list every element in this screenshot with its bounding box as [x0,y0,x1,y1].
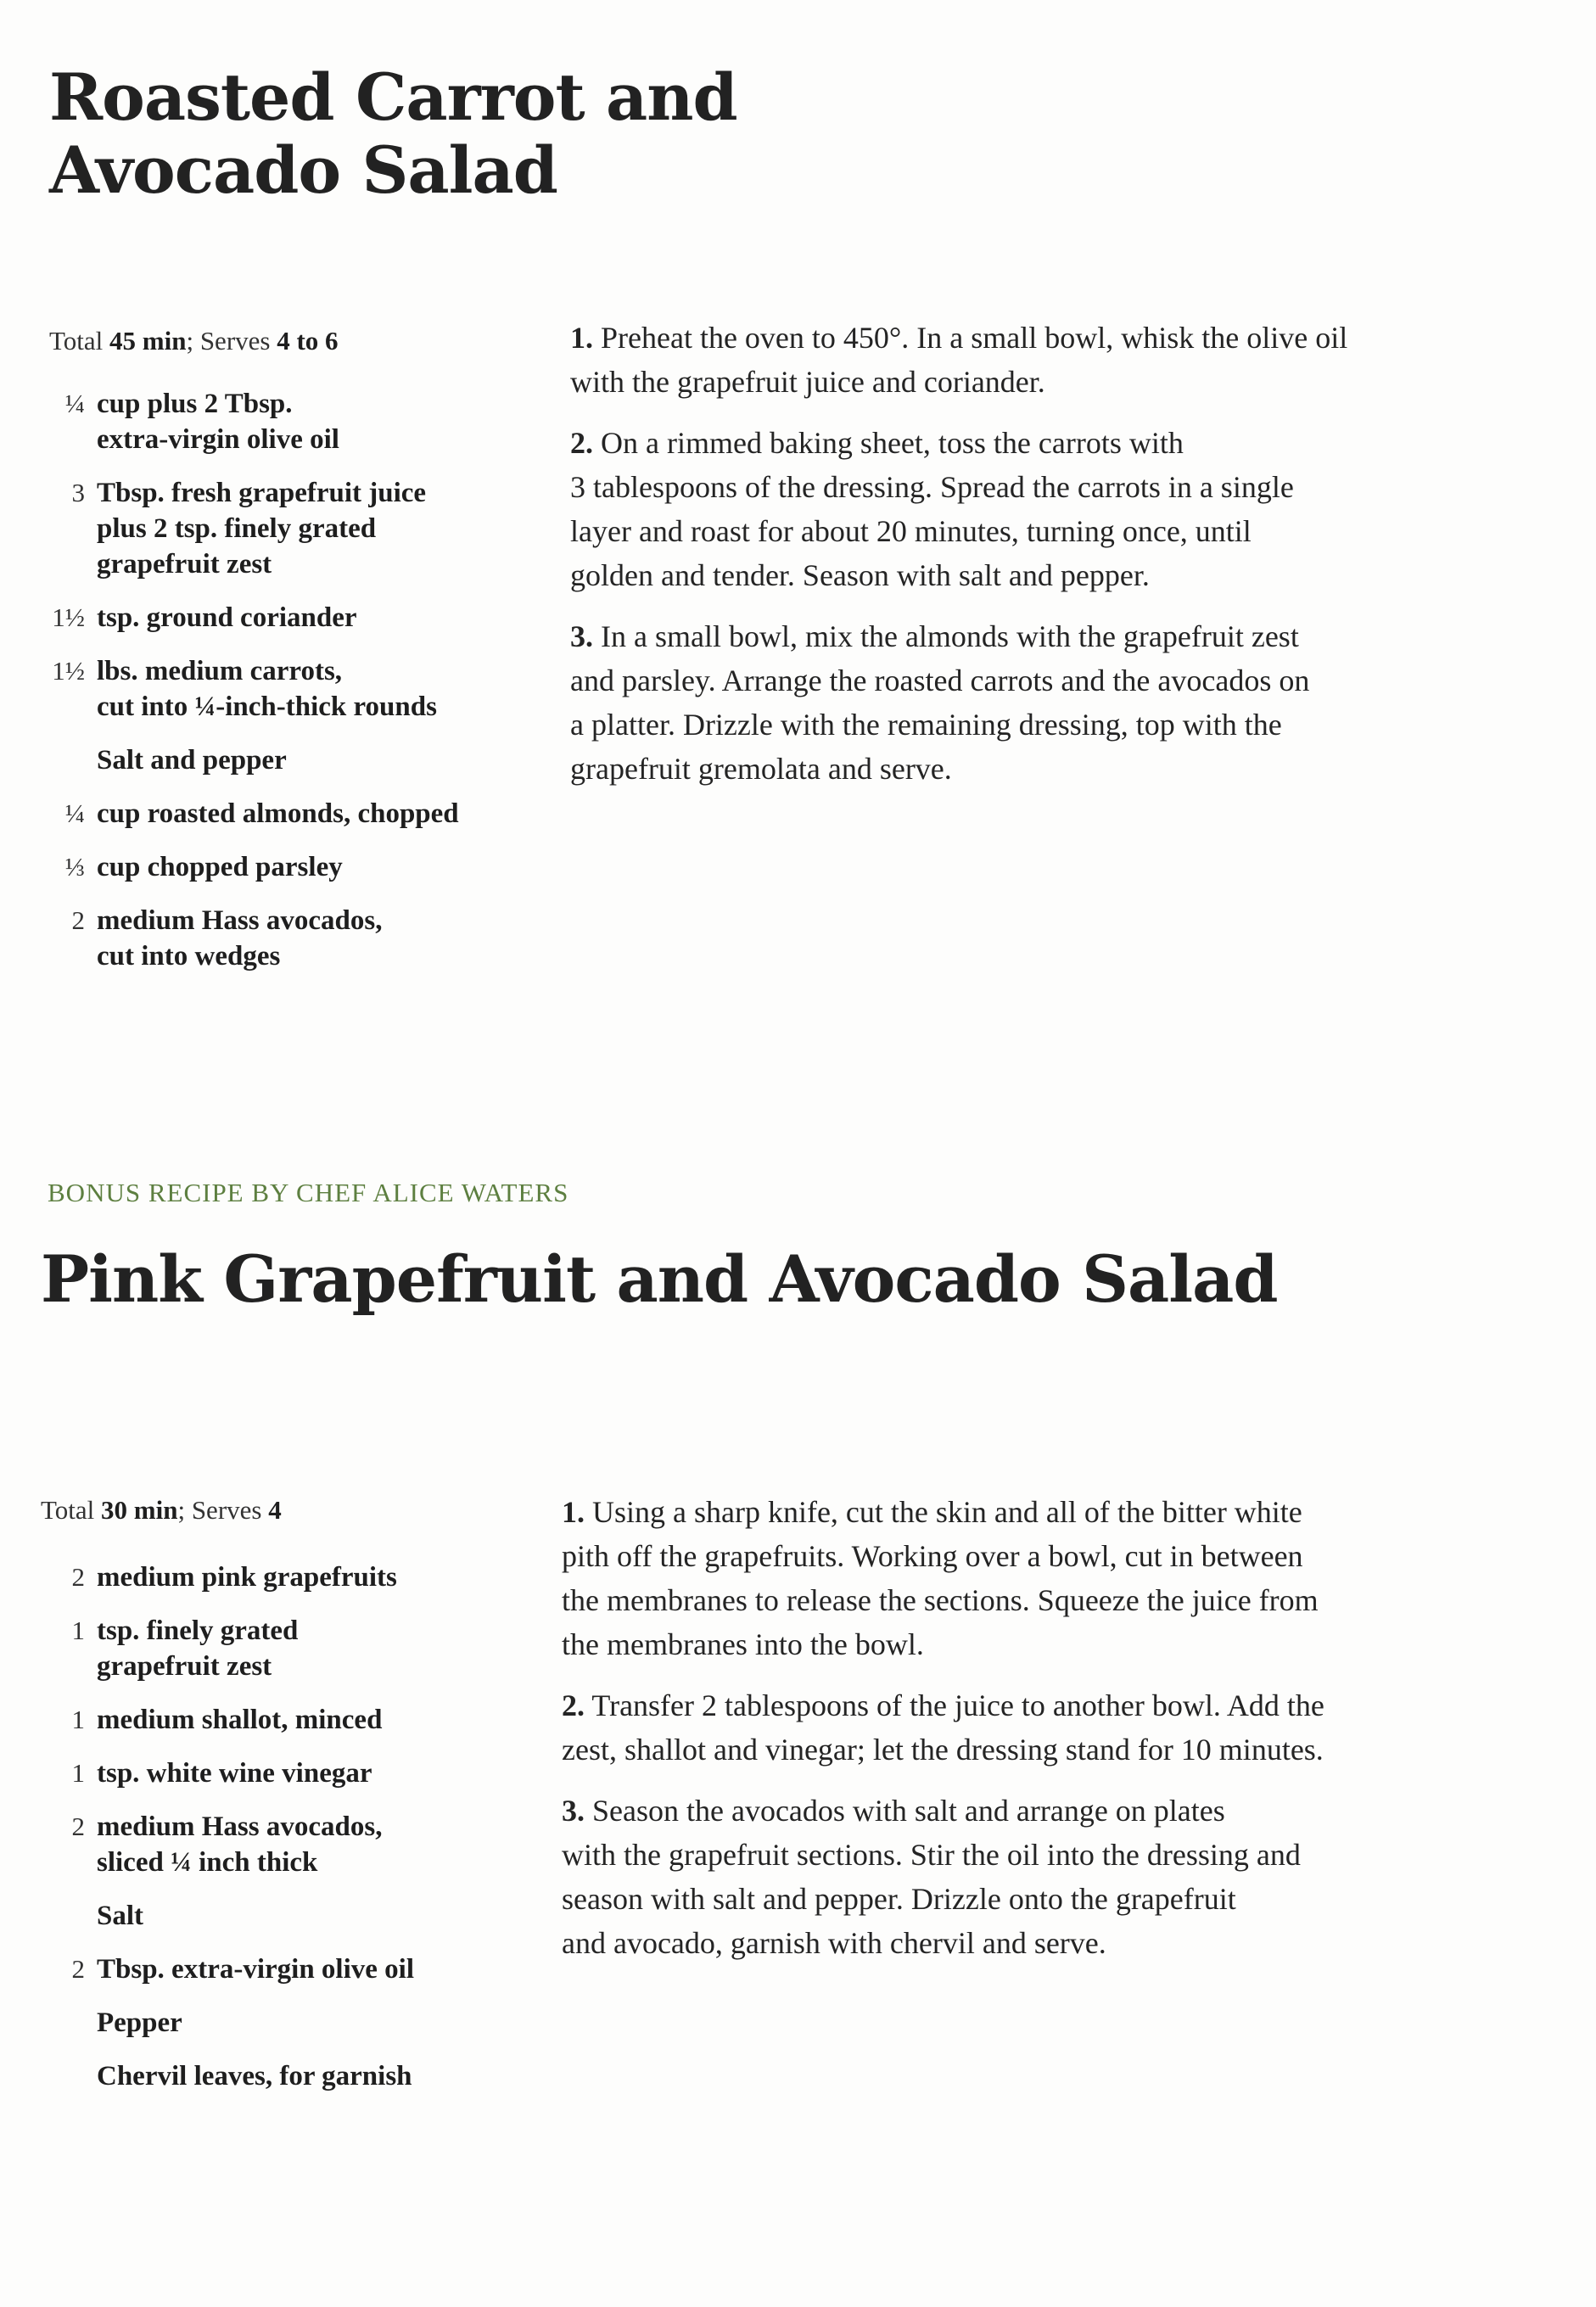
step-text: Season the avocados with salt and arrange on plates with the grapefruit sections. Stir the oil into the dressing and season with salt and pepper. Drizzle onto the grapefruit and avocado, garnish with chervil and serve. [562,1794,1301,1960]
ingredient-item [42,1613,518,1684]
ingredient-item [42,600,535,636]
ingredient-text: medium Hass avocados, sliced ¼ inch thick [97,1811,383,1878]
step-number: 2. [562,1688,585,1722]
step-text: In a small bowl, mix the almonds with the grapefruit zest and parsley. Arrange the roasted carrots and the avocados on a platter. Drizzle with the remaining dressing, top with the grapefruit gremolata and serve. [570,619,1310,786]
ingredient-text: Salt and pepper [97,745,287,776]
total-time: 45 min [109,326,187,356]
recipe2-steps [562,1490,1546,1982]
ingredient-text: Pepper [97,2007,182,2038]
ingredient-item [42,1559,518,1595]
recipe-step [562,1490,1546,1666]
step-text: Preheat the oven to 450°. In a small bowl, whisk the olive oil with the grapefruit juice and coriander. [570,321,1348,399]
ingredient-qty: 1 [71,1705,85,1734]
recipe-step [570,421,1546,597]
recipe-step [562,1683,1546,1772]
recipe2-title: Pink Grapefruit and Avocado Salad [41,1241,1278,1317]
serves-label: ; Serves [177,1495,262,1525]
ingredient-item [42,742,535,778]
recipe2-meta [41,1495,282,1526]
ingredient-text: Salt [97,1901,144,1931]
ingredient-text: medium shallot, minced [97,1705,383,1735]
step-text: Using a sharp knife, cut the skin and all of the bitter white pith off the grapefruits. Working over a bowl, cut in between the membranes to release the sections. Squeeze the juice from the membranes into the bowl. [562,1495,1319,1661]
recipe-step [570,614,1546,791]
ingredient-item [42,849,535,885]
recipe2-ingredient-list [42,1559,518,2112]
ingredient-qty: ¼ [64,798,85,828]
ingredient-item [42,1755,518,1791]
recipe1-meta [49,326,339,356]
total-label: Total [49,326,104,356]
ingredient-qty: 1½ [52,656,85,686]
ingredient-qty: ¼ [64,389,85,418]
step-number: 1. [570,321,593,355]
ingredient-text: tsp. white wine vinegar [97,1758,372,1789]
recipe1-steps [570,316,1546,808]
step-number: 3. [562,1794,585,1828]
step-number: 2. [570,426,593,460]
step-number: 1. [562,1495,585,1529]
ingredient-text: Tbsp. fresh grapefruit juice plus 2 tsp. finely grated grapefruit zest [97,478,427,580]
total-time: 30 min [101,1495,178,1525]
ingredient-qty: 1½ [52,602,85,632]
recipe-step [570,316,1546,404]
recipe1-title-line2: Avocado Salad [49,132,557,208]
recipe1-ingredient-list [42,386,535,992]
ingredient-text: medium Hass avocados, cut into wedges [97,905,383,972]
ingredient-item [42,903,535,974]
step-number: 3. [570,619,593,653]
ingredient-text: cup chopped parsley [97,852,343,882]
recipe-step [562,1789,1546,1965]
ingredient-qty: 3 [71,478,85,507]
total-label: Total [41,1495,95,1525]
step-text: On a rimmed baking sheet, toss the carrots with 3 tablespoons of the dressing. Spread the carrots in a single layer and roast for about 20 minutes, turning once, until golden and tender. Season with salt and pepper. [570,426,1294,592]
ingredient-text: lbs. medium carrots, cut into ¼-inch-thick rounds [97,656,437,722]
recipe1-title [49,61,737,207]
ingredient-text: medium pink grapefruits [97,1562,397,1593]
serves-label: ; Serves [186,326,271,356]
ingredient-item [42,796,535,832]
ingredient-qty: 2 [71,1954,85,1984]
ingredient-item [42,653,535,725]
ingredient-qty: ⅓ [64,852,85,882]
ingredient-qty: 1 [71,1758,85,1788]
step-text: Transfer 2 tablespoons of the juice to another bowl. Add the zest, shallot and vinegar; let the dressing stand for 10 minutes. [562,1688,1324,1767]
ingredient-item [42,2058,518,2094]
ingredient-qty: 2 [71,1562,85,1592]
ingredient-text: cup roasted almonds, chopped [97,798,459,829]
ingredient-text: Chervil leaves, for garnish [97,2061,412,2091]
ingredient-item [42,1898,518,1934]
serves-count: 4 [268,1495,282,1525]
ingredient-qty: 2 [71,1811,85,1841]
ingredient-text: Tbsp. extra-virgin olive oil [97,1954,414,1985]
ingredient-text: cup plus 2 Tbsp. extra-virgin olive oil [97,389,339,455]
serves-count: 4 to 6 [277,326,339,356]
ingredient-item [42,1702,518,1738]
ingredient-text: tsp. ground coriander [97,602,357,633]
recipe1-title-line1: Roasted Carrot and [49,59,737,135]
ingredient-item [42,475,535,582]
ingredient-qty: 1 [71,1615,85,1645]
ingredient-qty: 2 [71,905,85,935]
ingredient-item [42,2005,518,2041]
ingredient-item [42,1809,518,1880]
ingredient-item [42,386,535,457]
bonus-recipe-label: BONUS RECIPE BY CHEF ALICE WATERS [48,1178,569,1207]
ingredient-item [42,1951,518,1987]
ingredient-text: tsp. finely grated grapefruit zest [97,1615,299,1682]
